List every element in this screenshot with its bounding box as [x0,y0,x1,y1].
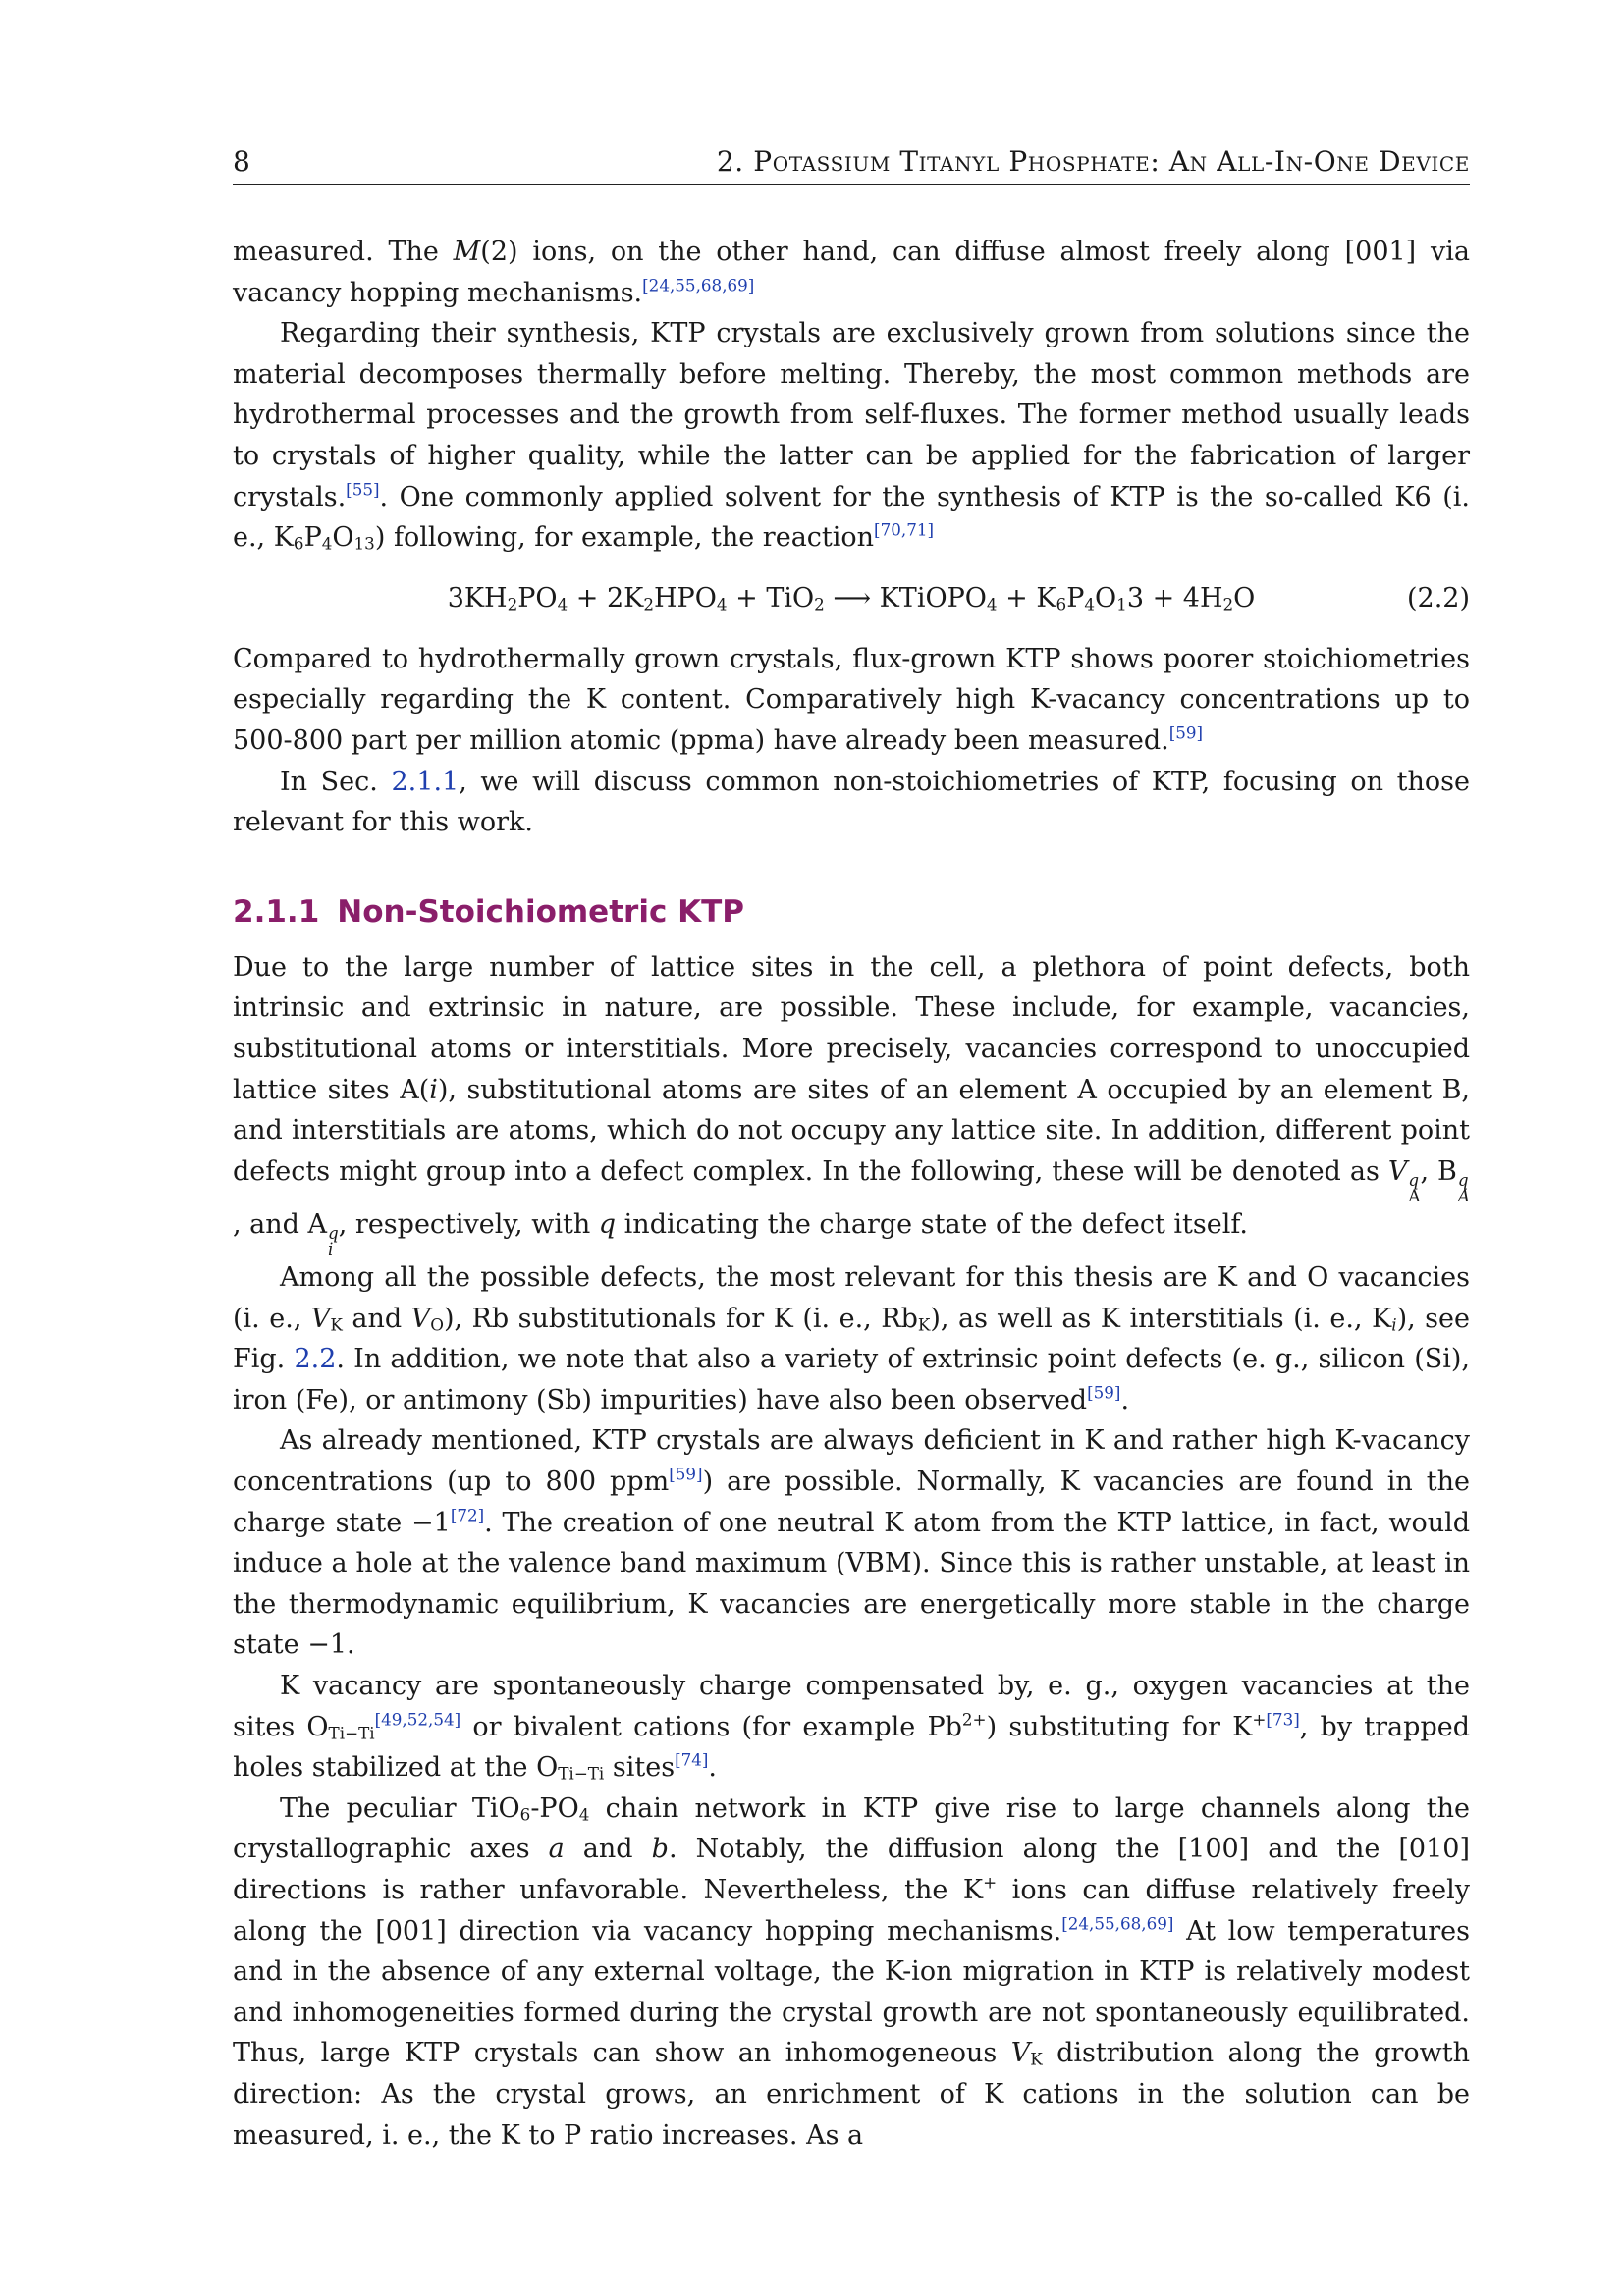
paragraph: Among all the possible defects, the most relevant for this thesis are K and O vacancies (i. e., $V_K$ and $V_O$), Rb substitutionals for K (i. e., $Rb_K$), as well as K interstitials (i. e., $K_i$), see Fig. 2.2. In addition, we note that also a variety of extrinsic point defects (e. g., silicon (Si), iron (Fe), or antimony (Sb) impurities) have also been observed[59]. [233,1262,1470,1415]
paragraph: Due to the large number of lattice sites in the cell, a plethora of point defects, both intrinsic and extrinsic in nature, are possible. These include, for example, vacancies, substitutional atoms or interstitials. More precisely, vacancies correspond to unoccupied lattice sites A(i), substitutional atoms are sites of an element A occupied by an element B, and interstitials are atoms, which do not occupy any lattice site. In addition, different point defects might group into a defect complex. In the following, these will be denoted as V q A , B q A , and A q i , respectively, with q indicating the charge state of the defect itself. [233,951,1470,1259]
page-number: 8 [233,145,250,178]
citation-link[interactable]: [49,52,54] [374,1709,461,1730]
section-number: 2.1.1 [233,893,320,930]
figure-ref-link[interactable]: 2.2 [294,1344,337,1375]
paragraph: Compared to hydrothermally grown crystals, flux-grown KTP shows poorer stoichiometries especially regarding the K content. Comparatively high K-vacancy concentrations up to 500-800 part per million atomic (ppma) have already been measured.[59] [233,643,1470,756]
section-heading [233,892,1470,932]
citation-link[interactable]: [59] [669,1464,703,1484]
equation-body: $3KH_2PO_4 + 2K_2HPO_4 + TiO_2$ ⟶ KTiOPO$_4$ + $K_6P_4O_13 + 4H_2O$ [447,582,1256,614]
page-body [233,232,1470,2156]
citation-link[interactable]: [70,71] [874,519,935,540]
citation-link[interactable]: [24,55,68,69] [1061,1913,1174,1934]
paragraph: As already mentioned, KTP crystals are always deficient in K and rather high K-vacancy concentrations (up to 800 ppm[59]) are possible. Normally, K vacancies are found in the charge state −1[72]. The creation of one neutral K atom from the KTP lattice, in fact, would induce a hole at the valence band maximum (VBM). Since this is rather unstable, at least in the thermodynamic equilibrium, K vacancies are energetically more stable in the charge state −1. [233,1425,1471,1661]
paragraph: measured. The M(2) ions, on the other hand, can diffuse almost freely along [001] via vacancy hopping mechanisms.[24,55,68,69] [233,237,1470,308]
section-title: Non-Stoichiometric KTP [337,893,744,930]
citation-link[interactable]: [55] [346,479,380,500]
citation-link[interactable]: [72] [450,1505,485,1525]
citation-link[interactable]: [73] [1266,1709,1300,1730]
paragraph: In Sec. 2.1.1, we will discuss common non-stoichiometries of KTP, focusing on those relevant for this work. [233,766,1470,838]
paragraph: K vacancy are spontaneously charge compensated by, e. g., oxygen vacancies at the sites $O_{Ti-Ti}[49,52,54]$ or bivalent cations (for example $Pb^{2+}$) substituting for K$^{+[73]}$, by trapped holes stabilized at the $O_{Ti-Ti}$ sites[74]. [233,1670,1470,1784]
paragraph: The peculiar $TiO_6-PO_4$ chain network in KTP give rise to large channels along the crystallographic axes a and b. Notably, the diffusion along the [100] and the [010] directions is rather unfavorable. Nevertheless, the K+ ions can diffuse relatively freely along the [001] direction via vacancy hopping mechanisms.[24,55,68,69] At low temperatures and in the absence of any external voltage, the K-ion migration in KTP is relatively modest and inhomogeneities formed during the crystal growth are not spontaneously equilibrated. Thus, large KTP crystals can show an inhomogeneous $V_K$ distribution along the growth direction: As the crystal grows, an enrichment of K cations in the solution can be measured, i. e., the K to P ratio increases. As a [233,1792,1471,2151]
equation-2-2 [233,578,1470,619]
citation-link[interactable]: [59] [1168,722,1204,743]
section-ref-link[interactable]: 2.1.1 [391,766,460,797]
citation-link[interactable]: [59] [1087,1382,1121,1403]
running-title: 2. Potassium Titanyl Phosphate: An All-In-One Device [716,145,1470,178]
citation-link[interactable]: [74] [675,1749,709,1770]
citation-link[interactable]: [24,55,68,69] [642,275,755,295]
paragraph: Regarding their synthesis, KTP crystals are exclusively grown from solutions since the material decomposes thermally before melting. Thereby, the most common methods are hydrothermal processes and the growth from self-fluxes. The former method usually leads to crystals of higher quality, while the latter can be applied for the fabrication of larger crystals.[55]. One commonly applied solvent for the synthesis of KTP is the so-called K6 (i. e., $K_6P_4O_{13}$) following, for example, the reaction[70,71] [233,318,1470,554]
page-header [233,139,1470,185]
equation-number: (2.2) [1406,582,1470,614]
